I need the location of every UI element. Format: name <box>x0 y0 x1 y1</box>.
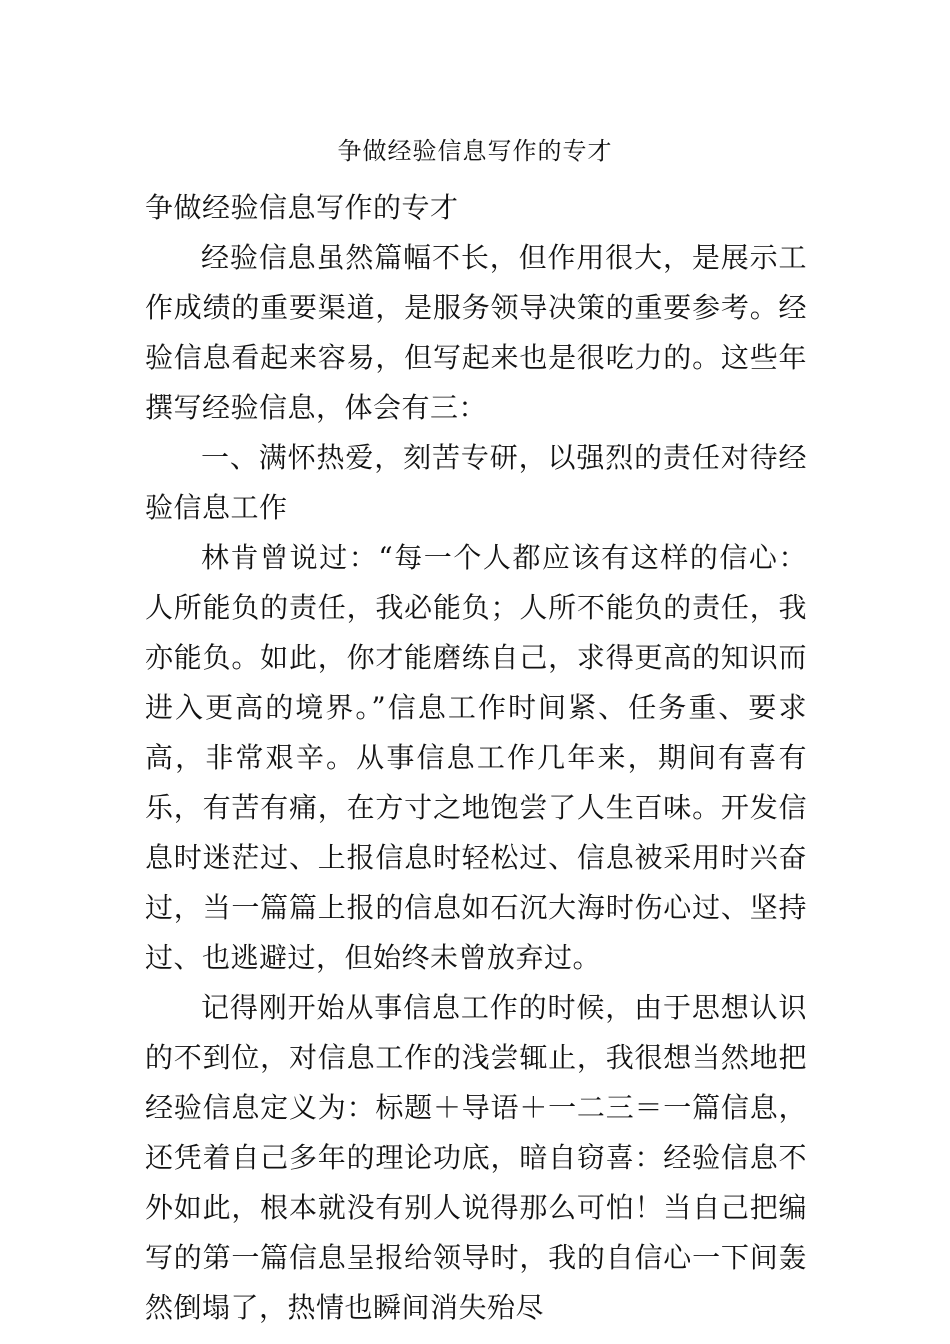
paragraph-early-experience: 记得刚开始从事信息工作的时候，由于思想认识的不到位，对信息工作的浅尝辄止，我很想当然地把经验信息定义为：标题＋导语＋一二三＝一篇信息，还凭着自己多年的理论功底，暗自窃喜：经验信息不外如此，根本就没有别人说得那么可怕！当自己把编写的第一篇信息呈报给领导时，我的自信心一下间轰然倒塌了，热情也瞬间消失殆尽 <box>145 991 807 1324</box>
document-body <box>145 183 807 1333</box>
section-heading-one: 一、满怀热爱，刻苦专研，以强烈的责任对待经验信息工作 <box>145 441 807 524</box>
document-subtitle: 争做经验信息写作的专才 <box>145 191 459 224</box>
document-title: 争做经验信息写作的专才 <box>337 137 613 165</box>
paragraph-intro: 经验信息虽然篇幅不长，但作用很大，是展示工作成绩的重要渠道，是服务领导决策的重要参考。经验信息看起来容易，但写起来也是很吃力的。这些年撰写经验信息，体会有三： <box>145 241 807 424</box>
paragraph-lincoln-quote: 林肯曾说过：“每一个人都应该有这样的信心：人所能负的责任，我必能负；人所不能负的责任，我亦能负。如此，你才能磨练自己，求得更高的知识而进入更高的境界。”信息工作时间紧、任务重、要求高，非常艰辛。从事信息工作几年来，期间有喜有乐，有苦有痛，在方寸之地饱尝了人生百味。开发信息时迷茫过、上报信息时轻松过、信息被采用时兴奋过，当一篇篇上报的信息如石沉大海时伤心过、坚持过、也逃避过，但始终未曾放弃过。 <box>145 541 807 974</box>
